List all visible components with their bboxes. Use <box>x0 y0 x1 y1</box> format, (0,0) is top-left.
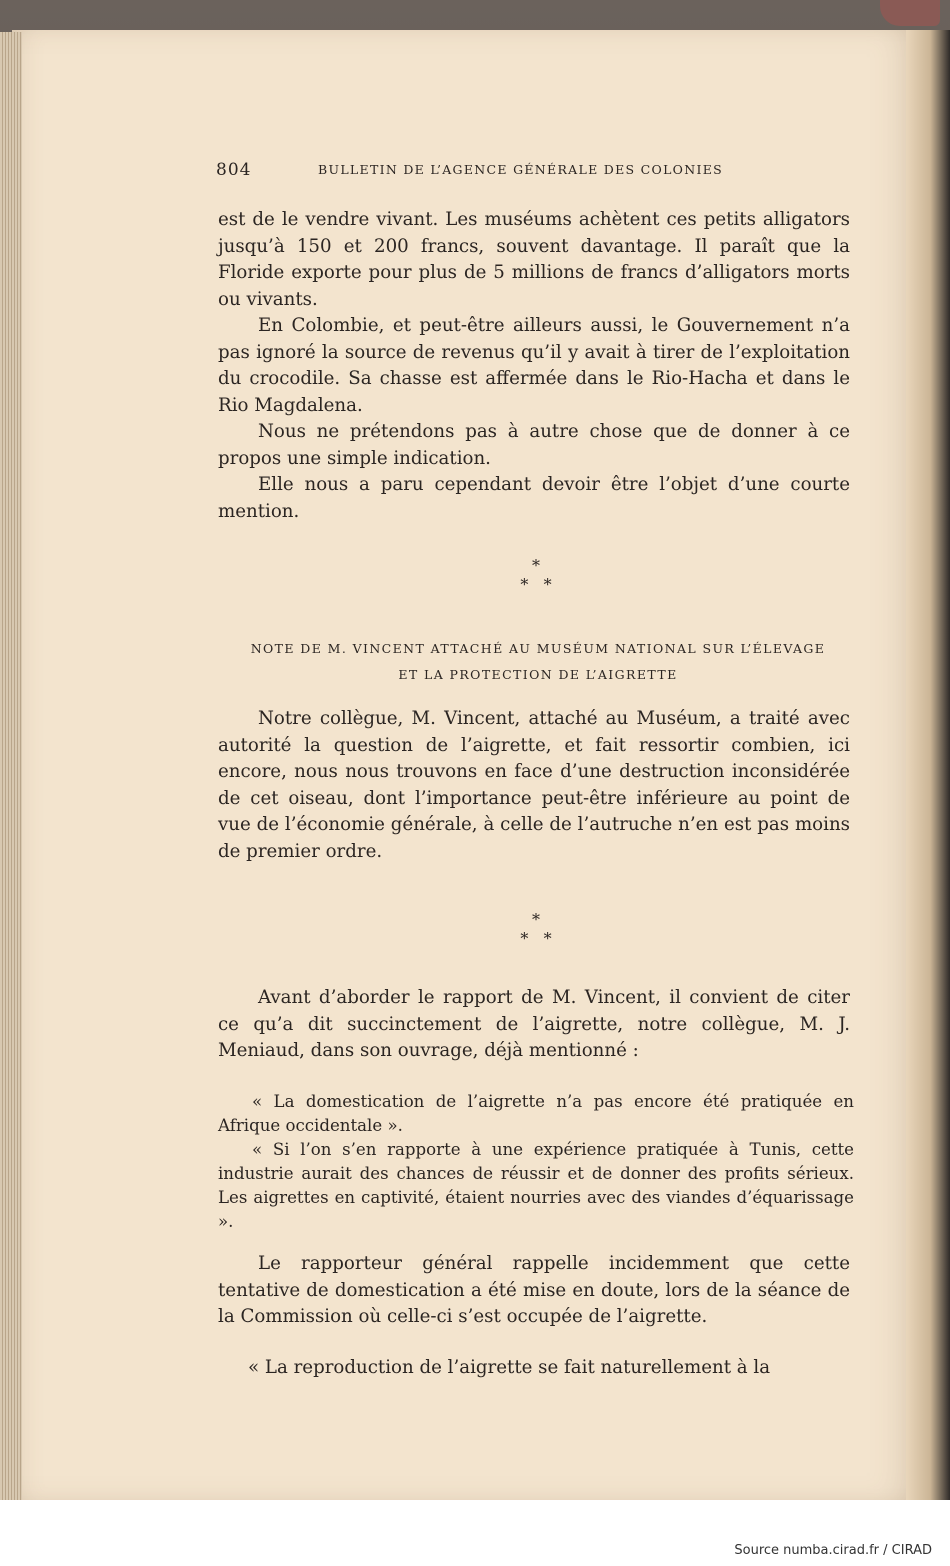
running-header <box>216 160 776 184</box>
star-top: * <box>532 556 540 575</box>
text-block-top <box>218 207 850 525</box>
text-block-rapporteur <box>218 1251 850 1331</box>
star-top: * <box>532 910 540 929</box>
star-bottom: * * <box>520 929 552 948</box>
paragraph-indication: Nous ne prétendons pas à autre chose que de donner à ce propos une simple indication. <box>218 421 850 469</box>
paragraph-rapporteur: Le rapporteur général rappelle incidemment que cette tentative de domestication a été mise en doute, lors de la séance de la Commission où celle-ci s’est occupée de l’aigrette. <box>218 1253 850 1327</box>
paragraph-note: Notre collègue, M. Vincent, attaché au Muséum, a traité avec autorité la question de l’aigrette, et fait ressortir combien, ici encore, nous nous trouvons en face d’une destruction inconsidérée de cet oiseau, dont l’importance peut-être inférieure au point de vue de l’économie générale, à celle de l’autruche n’en est pas moins de premier ordre. <box>218 708 850 862</box>
page-edges <box>0 32 22 1500</box>
paragraph-colombie: En Colombie, et peut-être ailleurs aussi, le Gouvernement n’a pas ignoré la source de revenus qu’il y avait à tirer de l’exploitation du crocodile. Sa chasse est affermée dans le Rio-Hacha et dans le Rio Magdalena. <box>218 315 850 416</box>
text-block-avant <box>218 985 850 1065</box>
note-heading-line-2: ET LA PROTECTION DE L’AIGRETTE <box>398 667 678 682</box>
running-title: BULLETIN DE L’AGENCE GÉNÉRALE DES COLONIES <box>318 162 723 177</box>
paragraph-continuation: est de le vendre vivant. Les muséums achètent ces petits alligators jusqu’à 150 et 200 francs, souvent davantage. Il paraît que la Floride exporte pour plus de 5 millions de francs d’alligators morts ou vivants. <box>218 209 850 310</box>
quote-block <box>218 1090 854 1234</box>
separator-stars-1 <box>496 556 576 594</box>
book-gutter <box>906 30 950 1500</box>
star-bottom: * * <box>520 575 552 594</box>
note-heading <box>218 636 858 688</box>
page-number: 804 <box>216 160 252 180</box>
paragraph-last-line: « La reproduction de l’aigrette se fait naturellement à la <box>248 1357 771 1378</box>
quote-1: « La domestication de l’aigrette n’a pas encore été pratiquée en Afrique occidentale ». <box>218 1092 854 1135</box>
quote-2: « Si l’on s’en rapporte à une expérience pratiquée à Tunis, cette industrie aurait des chances de réussir et de donner des profits sérieux. Les aigrettes en captivité, étaient nourries avec des viandes d’équarissage ». <box>218 1140 854 1231</box>
separator-stars-2 <box>496 910 576 948</box>
text-block-last <box>218 1355 850 1382</box>
paragraph-avant: Avant d’aborder le rapport de M. Vincent, il convient de citer ce qu’a dit succinctement de l’aigrette, notre collègue, M. J. Meniaud, dans son ouvrage, déjà mentionné : <box>218 987 850 1061</box>
text-block-note <box>218 706 850 865</box>
note-heading-line-1: NOTE DE M. VINCENT ATTACHÉ AU MUSÉUM NATIONAL SUR L’ÉLEVAGE <box>250 641 826 656</box>
book-cover-corner <box>880 0 940 26</box>
paragraph-mention: Elle nous a paru cependant devoir être l’objet d’une courte mention. <box>218 474 850 522</box>
source-footer: Source numba.cirad.fr / CIRAD <box>734 1543 932 1558</box>
